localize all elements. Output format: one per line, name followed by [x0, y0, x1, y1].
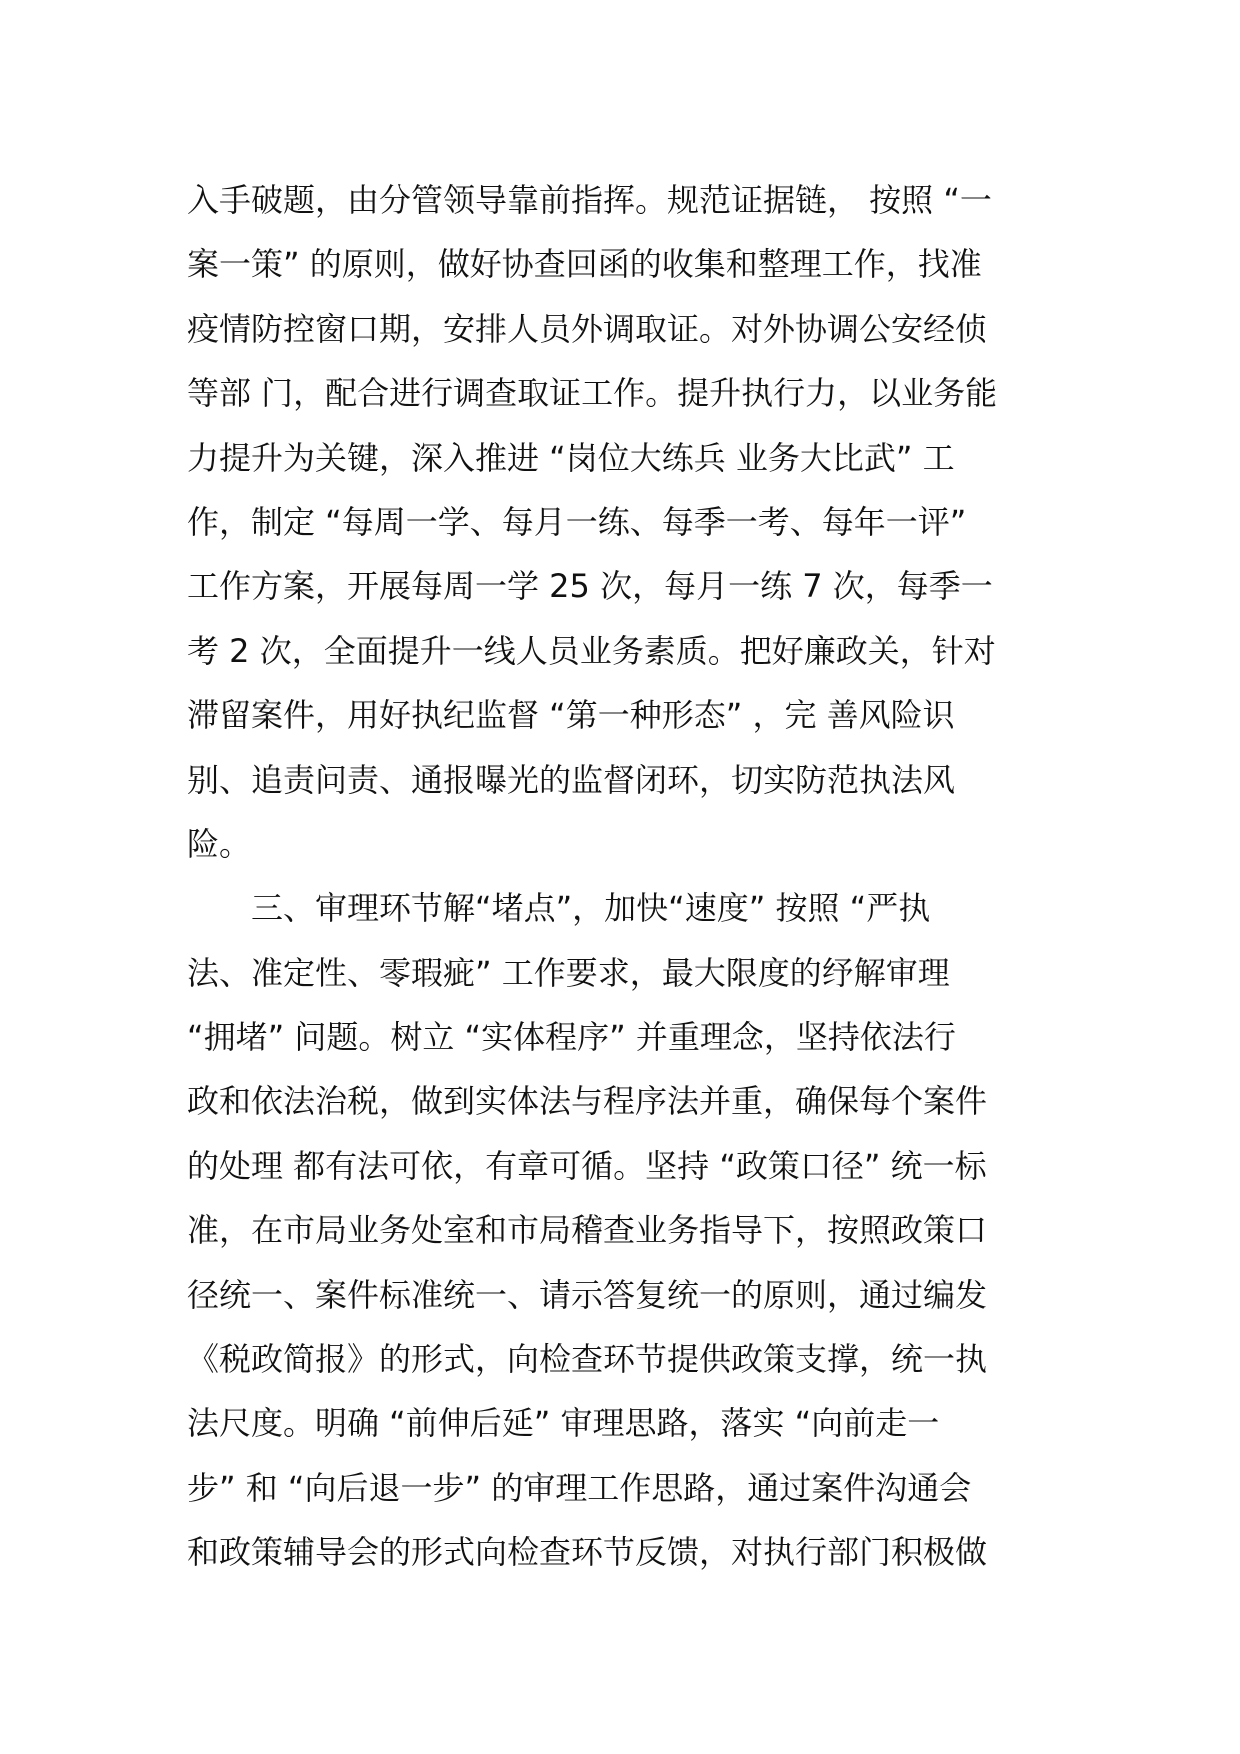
section-heading-line: 三、审理环节解“堵点”，加快“速度” 按照 “严执 — [251, 889, 931, 928]
text-line-20: 法尺度。明确 “前伸后延” 审理思路，落实 “向前走一 — [187, 1404, 940, 1443]
text-line-13: 法、准定性、零瑕疵” 工作要求，最大限度的纾解审理 — [187, 953, 950, 992]
text-line-6: 作，制定 “每周一学、每月一练、每季一考、每年一评” — [187, 502, 967, 541]
text-line-2: 案一策” 的原则，做好协查回函的收集和整理工作，找准 — [187, 245, 982, 284]
text-line-16: 的处理 都有法可依，有章可循。坚持 “政策口径” 统一标 — [187, 1146, 987, 1185]
text-line-8: 考 2 次，全面提升一线人员业务素质。把好廉政关，针对 — [187, 631, 996, 670]
text-line-7: 工作方案，开展每周一学 25 次，每月一练 7 次，每季一 — [187, 567, 993, 606]
text-line-18: 径统一、案件标准统一、请示答复统一的原则，通过编发 — [187, 1275, 988, 1314]
text-line-3: 疫情防控窗口期，安排人员外调取证。对外协调公安经侦 — [187, 309, 988, 348]
text-line-9: 滞留案件，用好执纪监督 “第一种形态” ，完 善风险识 — [187, 696, 955, 735]
text-line-17: 准，在市局业务处室和市局稽查业务指导下，按照政策口 — [187, 1211, 988, 1250]
text-line-5: 力提升为关键，深入推进 “岗位大练兵 业务大比武” 工 — [187, 438, 955, 477]
text-line-11: 险。 — [187, 824, 252, 863]
text-line-21: 步” 和 “向后退一步” 的审理工作思路，通过案件沟通会 — [187, 1468, 972, 1507]
text-line-15: 政和依法治税，做到实体法与程序法并重，确保每个案件 — [187, 1082, 988, 1121]
text-line-10: 别、追责问责、通报曝光的监督闭环，切实防范执法风 — [187, 760, 956, 799]
text-line-4: 等部 门，配合进行调查取证工作。提升执行力，以业务能 — [187, 374, 998, 413]
text-line-22: 和政策辅导会的形式向检查环节反馈，对执行部门积极做 — [187, 1533, 988, 1572]
body-text — [187, 168, 1057, 1585]
text-line-19: 《税政简报》的形式，向检查环节提供政策支撑，统一执 — [187, 1340, 988, 1379]
text-line-1: 入手破题，由分管领导靠前指挥。规范证据链， 按照 “一 — [187, 181, 992, 219]
text-line-14: “拥堵” 问题。树立 “实体程序” 并重理念，坚持依法行 — [187, 1018, 956, 1057]
